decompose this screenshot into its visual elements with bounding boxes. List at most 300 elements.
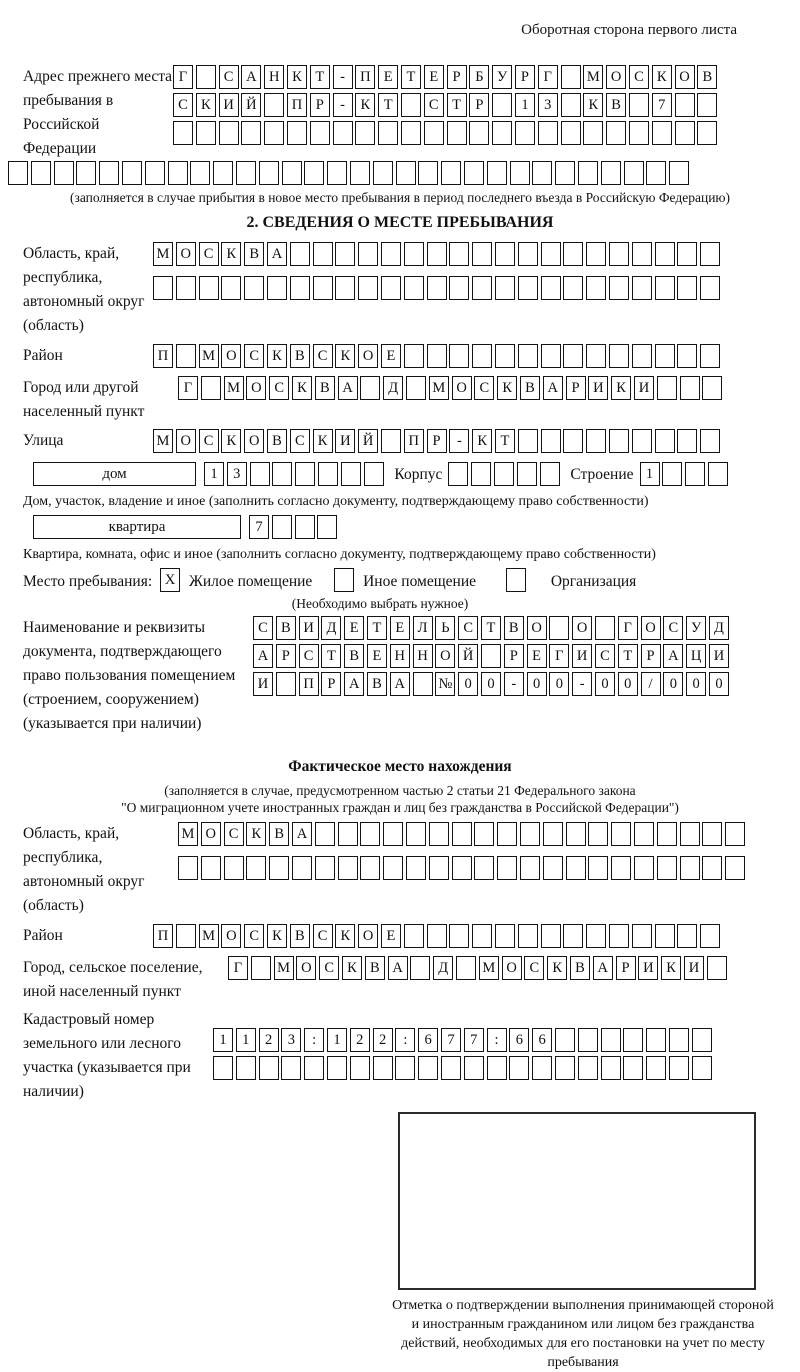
char-cell: И: [299, 616, 319, 640]
char-cell: О: [675, 65, 695, 89]
street-block: [23, 429, 800, 457]
char-cell: [609, 276, 629, 300]
organization-checkbox: [506, 568, 529, 593]
house-block: [33, 462, 800, 490]
char-cell: [224, 856, 244, 880]
char-cell: 6: [509, 1028, 529, 1052]
char-cell: [304, 161, 324, 185]
char-cell: [657, 376, 677, 400]
char-cell: [518, 344, 538, 368]
char-cell: [338, 822, 358, 846]
char-cell: А: [543, 376, 563, 400]
char-cell: [700, 924, 720, 948]
char-cell: [517, 462, 537, 486]
char-cell: [518, 429, 538, 453]
char-cell: 7: [249, 515, 269, 539]
char-cell: О: [221, 924, 241, 948]
char-cell: [677, 429, 697, 453]
char-cell: Н: [264, 65, 284, 89]
char-cell: [383, 856, 403, 880]
char-cell: :: [487, 1028, 507, 1052]
char-cell: [8, 161, 28, 185]
apartment-row: [249, 515, 340, 540]
char-cell: 0: [618, 672, 638, 696]
prev-address-label: Адрес прежнего места пребывания в Российской Федерации: [23, 68, 173, 157]
char-cell: О: [527, 616, 547, 640]
char-cell: №: [435, 672, 455, 696]
char-cell: О: [358, 924, 378, 948]
char-cell: [236, 1056, 256, 1080]
char-cell: Р: [641, 644, 661, 668]
char-cell: 6: [532, 1028, 552, 1052]
char-cell: 2: [259, 1028, 279, 1052]
char-cell: А: [344, 672, 364, 696]
char-cell: [623, 1056, 643, 1080]
prev-address-row-3: [173, 121, 800, 146]
char-cell: [494, 462, 514, 486]
char-cell: [657, 856, 677, 880]
region-row-1: [153, 242, 800, 267]
char-cell: П: [355, 65, 375, 89]
actual-region-rows: [178, 822, 800, 890]
char-cell: С: [173, 93, 193, 117]
char-cell: Г: [228, 956, 248, 980]
char-cell: [646, 1028, 666, 1052]
char-cell: [176, 276, 196, 300]
char-cell: У: [492, 65, 512, 89]
char-cell: Т: [495, 429, 515, 453]
char-cell: [655, 924, 675, 948]
char-cell: [543, 822, 563, 846]
char-cell: У: [686, 616, 706, 640]
char-cell: [281, 1056, 301, 1080]
char-cell: [335, 242, 355, 266]
char-cell: Н: [413, 644, 433, 668]
cadastral-row-2: [213, 1056, 800, 1081]
char-cell: [629, 121, 649, 145]
char-cell: К: [335, 344, 355, 368]
char-cell: Д: [433, 956, 453, 980]
char-cell: [518, 242, 538, 266]
char-cell: [677, 242, 697, 266]
char-cell: [692, 1056, 712, 1080]
char-cell: М: [224, 376, 244, 400]
char-cell: В: [290, 924, 310, 948]
region-row-2: [153, 276, 800, 301]
char-cell: С: [524, 956, 544, 980]
char-cell: [404, 276, 424, 300]
char-cell: [313, 242, 333, 266]
char-cell: 0: [527, 672, 547, 696]
char-cell: [675, 121, 695, 145]
char-cell: К: [313, 429, 333, 453]
char-cell: [609, 924, 629, 948]
char-cell: [541, 429, 561, 453]
char-cell: [609, 429, 629, 453]
char-cell: [251, 956, 271, 980]
char-cell: [588, 856, 608, 880]
char-cell: К: [472, 429, 492, 453]
char-cell: К: [547, 956, 567, 980]
document-row-3: [253, 672, 800, 697]
char-cell: Е: [390, 616, 410, 640]
char-cell: [201, 856, 221, 880]
char-cell: [609, 344, 629, 368]
char-cell: [606, 121, 626, 145]
char-cell: [427, 344, 447, 368]
char-cell: [555, 1028, 575, 1052]
actual-location-note-1: (заполняется в случае, предусмотренном частью 2 статьи 21 Федерального закона: [164, 783, 636, 798]
char-cell: С: [269, 376, 289, 400]
char-cell: [725, 856, 745, 880]
char-cell: [315, 822, 335, 846]
char-cell: [561, 121, 581, 145]
char-cell: [404, 924, 424, 948]
char-cell: Р: [321, 672, 341, 696]
char-cell: Т: [447, 93, 467, 117]
char-cell: [358, 242, 378, 266]
char-cell: [541, 242, 561, 266]
char-cell: 0: [663, 672, 683, 696]
char-cell: 2: [373, 1028, 393, 1052]
char-cell: [655, 344, 675, 368]
char-cell: [563, 924, 583, 948]
char-cell: С: [253, 616, 273, 640]
char-cell: [418, 161, 438, 185]
char-cell: [685, 462, 705, 486]
char-cell: [474, 856, 494, 880]
char-cell: В: [520, 376, 540, 400]
prev-address-note: (заполняется в случае прибытия в новое место пребывания в период последнего въезда в Российскую Федерацию): [69, 190, 731, 205]
char-cell: [518, 924, 538, 948]
char-cell: [452, 822, 472, 846]
char-cell: Т: [618, 644, 638, 668]
char-cell: Т: [310, 65, 330, 89]
char-cell: В: [244, 242, 264, 266]
char-cell: [518, 276, 538, 300]
char-cell: [378, 121, 398, 145]
char-cell: И: [253, 672, 273, 696]
char-cell: [697, 93, 717, 117]
char-cell: К: [221, 242, 241, 266]
char-cell: [601, 1028, 621, 1052]
char-cell: [317, 515, 337, 539]
char-cell: [334, 568, 354, 592]
char-cell: Т: [321, 644, 341, 668]
city-block: [23, 376, 800, 424]
char-cell: [680, 376, 700, 400]
char-cell: 0: [595, 672, 615, 696]
char-cell: 1: [204, 462, 224, 486]
char-cell: [487, 161, 507, 185]
char-cell: [196, 65, 216, 89]
char-cell: [707, 956, 727, 980]
stamp-box: [398, 1112, 756, 1290]
char-cell: [541, 924, 561, 948]
char-cell: О: [246, 376, 266, 400]
city-row: [178, 376, 725, 401]
char-cell: В: [504, 616, 524, 640]
stroenie-label: Строение: [570, 466, 634, 483]
prev-address-block: [23, 65, 800, 161]
char-cell: 7: [464, 1028, 484, 1052]
prev-address-row-2: [173, 93, 800, 118]
char-cell: [364, 462, 384, 486]
other-label: Иное помещение: [363, 572, 477, 590]
char-cell: Н: [390, 644, 410, 668]
char-cell: [241, 121, 261, 145]
char-cell: С: [224, 822, 244, 846]
char-cell: Е: [381, 344, 401, 368]
apartment-block: [33, 515, 800, 543]
char-cell: С: [474, 376, 494, 400]
char-cell: [269, 856, 289, 880]
char-cell: В: [315, 376, 335, 400]
char-cell: О: [358, 344, 378, 368]
actual-region-block: [23, 822, 800, 918]
document-rows: [253, 616, 800, 700]
char-cell: 0: [481, 672, 501, 696]
district-row: [153, 344, 723, 369]
char-cell: [601, 161, 621, 185]
char-cell: [383, 822, 403, 846]
char-cell: В: [365, 956, 385, 980]
char-cell: [700, 242, 720, 266]
char-cell: [418, 1056, 438, 1080]
char-cell: М: [153, 242, 173, 266]
stay-type-note: (Необходимо выбрать нужное): [291, 596, 469, 611]
char-cell: Г: [178, 376, 198, 400]
char-cell: В: [697, 65, 717, 89]
stroenie-row: [640, 462, 731, 487]
char-cell: [404, 242, 424, 266]
document-row-1: [253, 616, 800, 641]
char-cell: [495, 276, 515, 300]
char-cell: [145, 161, 165, 185]
char-cell: С: [458, 616, 478, 640]
char-cell: [429, 822, 449, 846]
char-cell: Ь: [435, 616, 455, 640]
char-cell: М: [479, 956, 499, 980]
actual-district-block: [23, 924, 800, 952]
district-block: [23, 344, 800, 372]
char-cell: [250, 462, 270, 486]
char-cell: [595, 616, 615, 640]
char-cell: М: [583, 65, 603, 89]
house-note: Дом, участок, владение и иное (заполнить согласно документу, подтверждающему право собственности): [23, 494, 649, 509]
char-cell: П: [153, 924, 173, 948]
char-cell: И: [572, 644, 592, 668]
char-cell: [655, 242, 675, 266]
char-cell: 3: [227, 462, 247, 486]
char-cell: [213, 161, 233, 185]
stamp-caption: Отметка о подтверждении выполнения принимающей стороной и иностранным гражданином или лицом без гражданства действий, необходимых для его постановки на учет по месту пребывания: [392, 1298, 774, 1370]
cadastral-row-1: [213, 1028, 800, 1053]
char-cell: Г: [173, 65, 193, 89]
char-cell: [541, 276, 561, 300]
char-cell: 0: [458, 672, 478, 696]
char-cell: Д: [383, 376, 403, 400]
char-cell: [632, 276, 652, 300]
char-cell: Б: [469, 65, 489, 89]
char-cell: О: [502, 956, 522, 980]
residential-checkbox: [160, 568, 183, 593]
char-cell: [196, 121, 216, 145]
char-cell: [427, 242, 447, 266]
char-cell: [456, 956, 476, 980]
char-cell: [629, 93, 649, 117]
char-cell: С: [290, 429, 310, 453]
char-cell: [395, 1056, 415, 1080]
char-cell: [360, 376, 380, 400]
char-cell: [497, 856, 517, 880]
char-cell: С: [199, 242, 219, 266]
char-cell: [424, 121, 444, 145]
char-cell: [611, 856, 631, 880]
char-cell: П: [153, 344, 173, 368]
char-cell: К: [661, 956, 681, 980]
char-cell: К: [221, 429, 241, 453]
char-cell: Г: [538, 65, 558, 89]
char-cell: А: [267, 242, 287, 266]
char-cell: Л: [413, 616, 433, 640]
char-cell: -: [333, 65, 353, 89]
char-cell: [244, 276, 264, 300]
char-cell: 3: [538, 93, 558, 117]
char-cell: [588, 822, 608, 846]
char-cell: [122, 161, 142, 185]
other-checkbox: [334, 568, 357, 593]
char-cell: В: [344, 644, 364, 668]
char-cell: [190, 161, 210, 185]
char-cell: [677, 924, 697, 948]
char-cell: О: [435, 644, 455, 668]
char-cell: [700, 276, 720, 300]
char-cell: [474, 822, 494, 846]
region-rows: [153, 242, 800, 310]
char-cell: [406, 376, 426, 400]
char-cell: [333, 121, 353, 145]
char-cell: [335, 276, 355, 300]
char-cell: [561, 65, 581, 89]
char-cell: -: [449, 429, 469, 453]
char-cell: [624, 161, 644, 185]
char-cell: [471, 462, 491, 486]
char-cell: Г: [618, 616, 638, 640]
char-cell: [472, 924, 492, 948]
char-cell: [221, 276, 241, 300]
char-cell: [358, 276, 378, 300]
char-cell: [543, 856, 563, 880]
char-cell: [310, 121, 330, 145]
char-cell: К: [267, 924, 287, 948]
char-cell: 1: [327, 1028, 347, 1052]
char-cell: [338, 856, 358, 880]
char-cell: О: [572, 616, 592, 640]
char-cell: [646, 161, 666, 185]
cadastral-rows: [213, 1008, 800, 1084]
char-cell: О: [452, 376, 472, 400]
char-cell: О: [201, 822, 221, 846]
char-cell: [267, 276, 287, 300]
char-cell: [401, 93, 421, 117]
char-cell: [327, 161, 347, 185]
char-cell: [540, 462, 560, 486]
street-row: [153, 429, 723, 454]
char-cell: С: [313, 344, 333, 368]
char-cell: [290, 276, 310, 300]
char-cell: Д: [709, 616, 729, 640]
char-cell: [290, 242, 310, 266]
char-cell: С: [663, 616, 683, 640]
char-cell: [623, 1028, 643, 1052]
char-cell: М: [199, 924, 219, 948]
char-cell: [563, 276, 583, 300]
char-cell: Е: [424, 65, 444, 89]
char-cell: 0: [686, 672, 706, 696]
char-cell: И: [709, 644, 729, 668]
char-cell: С: [424, 93, 444, 117]
char-cell: [586, 276, 606, 300]
char-cell: [561, 93, 581, 117]
char-cell: К: [497, 376, 517, 400]
region-label: Область, край, республика, автономный округ (область): [23, 245, 145, 334]
char-cell: [555, 161, 575, 185]
char-cell: 3: [281, 1028, 301, 1052]
actual-region-row-1: [178, 822, 800, 847]
char-cell: А: [338, 376, 358, 400]
char-cell: [662, 462, 682, 486]
char-cell: Е: [378, 65, 398, 89]
char-cell: А: [593, 956, 613, 980]
char-cell: [487, 1056, 507, 1080]
char-cell: [481, 644, 501, 668]
char-cell: К: [611, 376, 631, 400]
char-cell: 1: [515, 93, 535, 117]
actual-region-row-2: [178, 856, 800, 881]
stay-type-label: Место пребывания:: [23, 572, 153, 590]
char-cell: С: [244, 924, 264, 948]
char-cell: [373, 161, 393, 185]
char-cell: [448, 462, 468, 486]
char-cell: [506, 568, 526, 592]
char-cell: О: [176, 242, 196, 266]
char-cell: [259, 1056, 279, 1080]
char-cell: М: [274, 956, 294, 980]
char-cell: К: [342, 956, 362, 980]
char-cell: Р: [310, 93, 330, 117]
char-cell: С: [313, 924, 333, 948]
residential-label: Жилое помещение: [188, 572, 313, 590]
char-cell: И: [219, 93, 239, 117]
char-cell: [304, 1056, 324, 1080]
char-cell: И: [634, 376, 654, 400]
char-cell: С: [595, 644, 615, 668]
char-cell: [199, 276, 219, 300]
street-label: Улица: [23, 432, 64, 449]
char-cell: [702, 376, 722, 400]
char-cell: [632, 429, 652, 453]
char-cell: [153, 276, 173, 300]
char-cell: О: [606, 65, 626, 89]
char-cell: [259, 161, 279, 185]
char-cell: [583, 121, 603, 145]
korpus-label: Корпус: [394, 466, 443, 483]
char-cell: [449, 924, 469, 948]
char-cell: [360, 856, 380, 880]
char-cell: [427, 924, 447, 948]
char-cell: [381, 429, 401, 453]
